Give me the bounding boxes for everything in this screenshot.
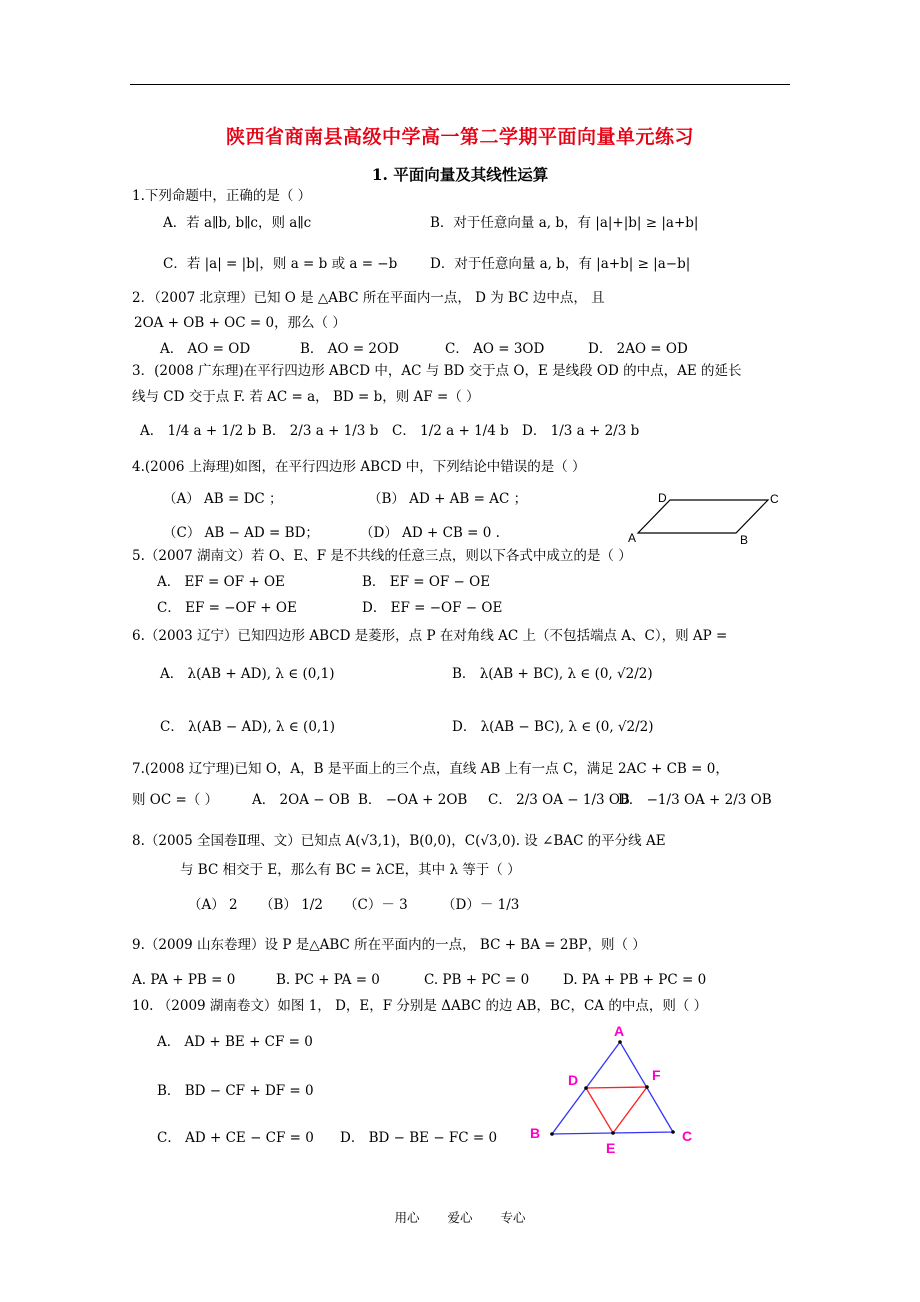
- question-10-option-c: C． AD + CE − CF = 0: [157, 1130, 314, 1146]
- question-5-stem: 5.（2007 湖南文）若 O、E、F 是不共线的任意三点，则以下各式中成立的是（ ）: [132, 548, 632, 564]
- question-8-stem-2: 与 BC 相交于 E，那么有 BC = λCE，其中 λ 等于（ ）: [180, 862, 521, 878]
- question-9-stem: 9.（2009 山东卷理）设 P 是△ABC 所在平面内的一点， BC + BA = 2BP，则（ ）: [132, 937, 646, 953]
- section-title: 1. 平面向量及其线性运算: [371, 165, 549, 184]
- question-2-stem: 2．（2007 北京理）已知 O 是 △ABC 所在平面内一点， D 为 BC 边中点， 且: [132, 290, 605, 306]
- question-4-option-c: （C） AB − AD = BD；: [163, 525, 319, 541]
- figure-label-d: D: [568, 1072, 579, 1088]
- footer-item: 专心: [500, 1210, 526, 1225]
- question-7-option-b: B． −OA + 2OB: [358, 792, 468, 808]
- question-2-stem-2: 2OA + OB + OC = 0，那么（ ）: [134, 315, 346, 331]
- question-1-option-c: C．若 |a| = |b|，则 a = b 或 a = −b: [163, 256, 398, 272]
- question-5-option-d: D． EF = −OF − OE: [362, 600, 503, 616]
- question-7-option-c: C． 2/3 OA − 1/3 OB: [488, 792, 630, 808]
- question-5-option-b: B． EF = OF − OE: [362, 574, 491, 590]
- question-9-option-d: D. PA + PB + PC = 0: [563, 972, 707, 988]
- question-2-option-c: C． AO = 3OD: [445, 341, 545, 357]
- figure-label-a: A: [614, 1023, 625, 1039]
- triangle-figure: [525, 1020, 705, 1160]
- question-1-option-b: B．对于任意向量 a, b，有 |a|+|b| ≥ |a+b|: [430, 215, 699, 231]
- question-7-stem-2: 则 OC =（ ）: [132, 792, 219, 808]
- question-2-option-d: D． 2AO = OD: [588, 341, 688, 357]
- figure-label-c: C: [770, 492, 779, 506]
- question-6-stem: 6.（2003 辽宁）已知四边形 ABCD 是菱形，点 P 在对角线 AC 上（不包括端点 A、C），则 AP =: [132, 628, 728, 644]
- question-4-stem: 4.(2006 上海理)如图，在平行四边形 ABCD 中，下列结论中错误的是（ ）: [132, 459, 586, 475]
- question-10-option-a: A． AD + BE + CF = 0: [157, 1034, 313, 1050]
- question-2-option-b: B． AO = 2OD: [300, 341, 399, 357]
- question-9-option-a: A. PA + PB = 0: [132, 972, 236, 988]
- question-7-stem: 7.(2008 辽宁理)已知 O，A，B 是平面上的三个点，直线 AB 上有一点 C，满足 2AC + CB = 0，: [132, 761, 729, 777]
- figure-label-a: A: [628, 531, 637, 545]
- question-8-stem: 8.（2005 全国卷Ⅱ理、文）已知点 A(√3,1)，B(0,0)，C(√3,0). 设 ∠BAC 的平分线 AE: [132, 833, 666, 849]
- figure-label-d: D: [658, 491, 667, 505]
- header-rule: [130, 84, 790, 85]
- question-1-stem: 1.下列命题中，正确的是（ ）: [132, 188, 312, 204]
- question-9-option-c: C. PB + PC = 0: [424, 972, 530, 988]
- figure-label-e: E: [606, 1140, 616, 1156]
- question-6-option-b: B． λ(AB + BC), λ ∈ (0, √2/2): [452, 666, 653, 682]
- figure-label-c: C: [682, 1128, 693, 1144]
- question-8-option-b: （B） 1/2: [260, 897, 323, 913]
- question-3-option-a: A． 1/4 a + 1/2 b: [140, 423, 257, 439]
- question-3-option-d: D． 1/3 a + 2/3 b: [522, 423, 640, 439]
- question-1-option-d: D．对于任意向量 a, b，有 |a+b| ≥ |a−b|: [430, 256, 691, 272]
- footer-item: 用心: [394, 1210, 420, 1225]
- question-4-option-a: （A） AB = DC ；: [163, 491, 283, 507]
- question-4-option-d: （D） AD + CB = 0 .: [360, 525, 500, 541]
- page-footer: [0, 1208, 920, 1226]
- question-10-option-b: B． BD − CF + DF = 0: [157, 1083, 314, 1099]
- footer-item: 爱心: [447, 1210, 473, 1225]
- question-3-stem: 3．(2008 广东理)在平行四边形 ABCD 中，AC 与 BD 交于点 O，E 是线段 OD 的中点，AE 的延长: [132, 363, 742, 379]
- question-1-option-a: A．若 a∥b, b∥c，则 a∥c: [163, 215, 312, 231]
- question-8-option-a: （A） 2: [188, 897, 238, 913]
- figure-label-f: F: [652, 1067, 661, 1083]
- question-6-option-c: C． λ(AB − AD), λ ∈ (0,1): [160, 719, 336, 735]
- question-5-option-a: A． EF = OF + OE: [157, 574, 285, 590]
- question-8-option-d: （D）－ 1/3: [442, 897, 520, 913]
- question-3-stem-2: 线与 CD 交于点 F. 若 AC = a， BD = b，则 AF =（ ）: [132, 389, 480, 405]
- question-6-option-a: A． λ(AB + AD), λ ∈ (0,1): [160, 666, 335, 682]
- question-7-option-d: D． −1/3 OA + 2/3 OB: [618, 792, 772, 808]
- page-title: 陕西省商南县高级中学高一第二学期平面向量单元练习: [225, 126, 694, 148]
- parallelogram-figure: [624, 488, 784, 548]
- figure-label-b: B: [740, 533, 749, 547]
- question-10-stem: 10. （2009 湖南卷文）如图 1， D，E，F 分别是 ΔABC 的边 AB，BC，CA 的中点，则（ ）: [132, 998, 708, 1014]
- question-4-option-b: （B） AD + AB = AC ；: [368, 491, 528, 507]
- question-9-option-b: B. PC + PA = 0: [276, 972, 380, 988]
- question-2-option-a: A． AO = OD: [160, 341, 251, 357]
- question-3-option-b: B． 2/3 a + 1/3 b: [262, 423, 379, 439]
- question-6-option-d: D． λ(AB − BC), λ ∈ (0, √2/2): [452, 719, 654, 735]
- question-10-option-d: D． BD − BE − FC = 0: [340, 1130, 498, 1146]
- figure-label-b: B: [530, 1125, 541, 1141]
- question-7-option-a: A． 2OA − OB: [252, 792, 350, 808]
- question-3-option-c: C． 1/2 a + 1/4 b: [392, 423, 509, 439]
- question-8-option-c: （C）－ 3: [344, 897, 408, 913]
- question-5-option-c: C． EF = −OF + OE: [157, 600, 297, 616]
